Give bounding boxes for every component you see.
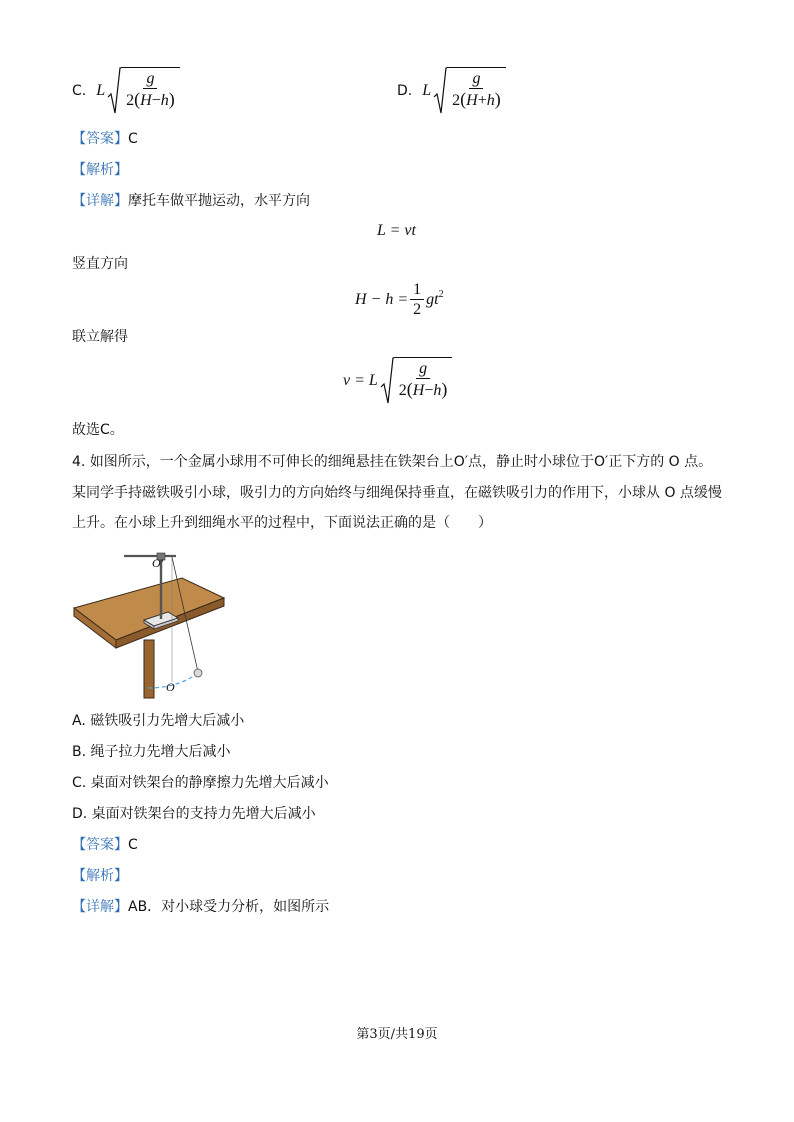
page-footer: 第3页/共19页 xyxy=(356,1027,438,1042)
detail-text: 摩托车做平抛运动，水平方向 xyxy=(128,193,310,209)
eq2-lhs: H − h = xyxy=(355,291,409,308)
detail-tag-2: 【详解】 xyxy=(72,899,128,915)
detail-line-1 xyxy=(72,191,310,211)
sqrt-icon xyxy=(107,67,121,115)
analysis-tag-1: 【解析】 xyxy=(72,162,128,178)
option-d xyxy=(397,66,506,116)
question4-line1: 4. 如图所示，一个金属小球用不可伸长的细绳悬挂在铁架台上O′点，静止时小球位于O′正下方的 O 点。 xyxy=(72,454,713,470)
answer-value: C xyxy=(128,131,138,147)
label-o: O xyxy=(166,680,175,694)
option-d-label: D. xyxy=(397,83,413,99)
option-c-num: g xyxy=(143,70,157,89)
eq2-rhs: gt xyxy=(426,291,439,308)
option-d-H: H xyxy=(466,92,478,109)
eq2-den: 2 xyxy=(413,301,422,318)
option-c-h: h xyxy=(160,92,169,109)
answer-tag: 【答案】 xyxy=(72,131,128,147)
detail-line-2 xyxy=(72,897,329,917)
equation-result xyxy=(343,357,452,405)
analysis-tag-2: 【解析】 xyxy=(72,868,128,884)
option-d-two: 2 xyxy=(452,92,461,109)
eq3-lhs: v = L xyxy=(343,372,378,389)
eq3-H: H xyxy=(412,382,425,399)
label-o-prime: O′ xyxy=(152,556,164,570)
combine-text: 联立解得 xyxy=(72,329,128,345)
answer-tag-2: 【答案】 xyxy=(72,837,128,853)
option-c-two: 2 xyxy=(126,92,135,109)
option-d-L: L xyxy=(422,82,432,99)
option-d-op: + xyxy=(477,92,487,109)
option-c-label: C. xyxy=(72,83,87,99)
sqrt-icon xyxy=(380,357,394,405)
sqrt-icon xyxy=(433,67,447,115)
option-c xyxy=(72,66,180,116)
q4-option-d: D. 桌面对铁架台的支持力先增大后减小 xyxy=(72,806,316,822)
vertical-direction-text: 竖直方向 xyxy=(72,256,128,272)
option-d-sqrt: $\frac{g}{2(H+h)}$ xyxy=(433,67,506,115)
q4-option-b: B. 绳子拉力先增大后减小 xyxy=(72,744,231,760)
iron-stand-figure xyxy=(72,548,232,700)
option-d-num: g xyxy=(469,70,483,89)
eq3-op: − xyxy=(424,382,434,399)
equation-vertical xyxy=(355,281,444,319)
answer-line-1 xyxy=(72,129,138,149)
eq3-two: 2 xyxy=(398,382,407,399)
eq2-num: 1 xyxy=(410,281,424,300)
question4-line2: 某同学手持磁铁吸引小球，吸引力的方向始终与细绳保持垂直，在磁铁吸引力的作用下，小球从 O 点缓慢 xyxy=(72,485,722,501)
choose-text: 故选C。 xyxy=(72,422,124,438)
answer-line-2 xyxy=(72,835,138,855)
option-d-h: h xyxy=(486,92,495,109)
option-c-op: − xyxy=(151,92,161,109)
eq3-num: g xyxy=(416,360,430,379)
detail-text-2: AB．对小球受力分析，如图所示 xyxy=(128,899,330,915)
eq2-exp: 2 xyxy=(438,289,444,300)
eq3-sqrt: $\frac{g}{2(H-h)}$ xyxy=(380,357,453,405)
option-c-H: H xyxy=(140,92,152,109)
option-c-L: L xyxy=(96,82,106,99)
detail-tag: 【详解】 xyxy=(72,193,128,209)
option-c-sqrt: $\frac{g}{2(H-h)}$ xyxy=(107,67,180,115)
q4-option-a: A. 磁铁吸引力先增大后减小 xyxy=(72,713,245,729)
eq3-h: h xyxy=(433,382,442,399)
equation-horizontal: L = vt xyxy=(377,222,416,239)
question4-line3: 上升。在小球上升到细绳水平的过程中，下面说法正确的是（ ） xyxy=(72,515,492,531)
answer-value-2: C xyxy=(128,837,138,853)
q4-option-c: C. 桌面对铁架台的静摩擦力先增大后减小 xyxy=(72,775,329,791)
